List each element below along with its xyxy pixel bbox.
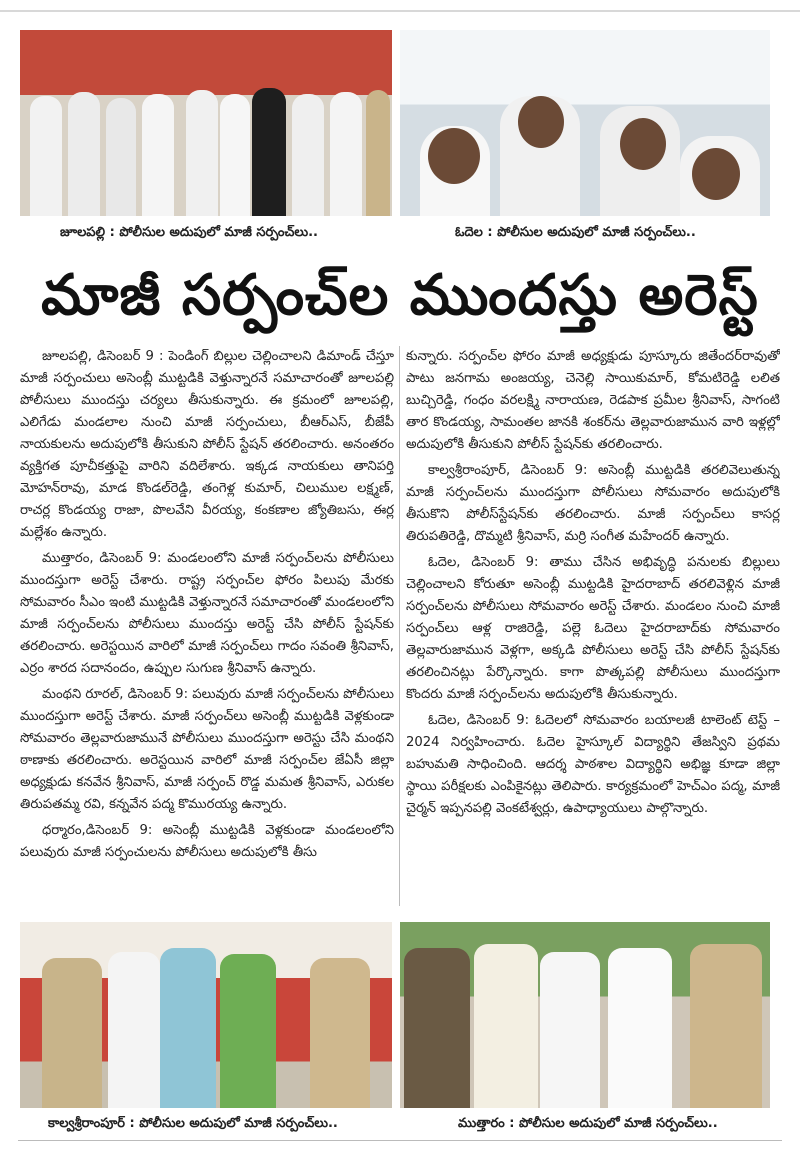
page-bottom-rule xyxy=(18,1140,782,1141)
column-divider xyxy=(399,346,400,906)
photo-muttaram xyxy=(400,922,770,1108)
photo-kalvasriramapur-caption: కాల్వశ్రీరాంపూర్ : పోలీసుల అదుపులో మాజీ సర్పంచ్‌లు.. xyxy=(48,1116,338,1131)
article-column-left xyxy=(20,346,394,906)
paragraph-muttaram: ముత్తారం, డిసెంబర్ 9: మండలంలోని మాజీ సర్పంచ్‌లను పోలీసులు ముందస్తుగా అరెస్ట్ చేశారు. రాష్ట్ర సర్పంచ్‌ల ఫోరం పిలుపు మేరకు సోమవారం సీఎం ఇంటి ముట్టడికి వెళ్తున్నారనే సమాచారంతో మండలంలోని మాజీ సర్పంచ్‌లను పోలీసులు ముందస్తు అరెస్ట్ చేసి పోలీస్ స్టేషన్‌కు తరలించారు. అరెస్టయిన వారిలో మాజీ సర్పంచ్‌లు గాదం సవంతి శ్రీనివాస్, ఎర్రం శారద సదానందం, ఉప్పుల సుగుణ శ్రీనివాస్ ఉన్నారు. xyxy=(20,551,394,676)
paragraph-julapalli: జూలపల్లి, డిసెంబర్ 9 : పెండింగ్ బిల్లుల చెల్లించాలని డిమాండ్ చేస్తూ మాజీ సర్పంచులు అసెంబ్లీ ముట్టడికి వెళ్తున్నారనే సమాచారంతో జూలపల్లి పోలీసులు ముందస్తు చర్యలు తీసుకున్నారు. ఈ క్రమంలో జూలపల్లి, ఎలిగేడు మండలాల నుంచి మాజీ సర్పంచులు, బీఆర్ఎస్, బీజేపీ నాయకులను అదుపులోకి తీసుకుని పోలీస్ స్టేషన్ తరలించారు. అనంతరం వ్యక్తిగత పూచీకత్తుపై వారిని వదిలేశారు. ఇక్కడ నాయకులు తానిపర్తి మోహన్‌రావు, మాడ కొండల్‌రెడ్డి, తంగెళ్ల కుమార్, చిలుముల లక్ష్మణ్, రాచర్ల కొండయ్య రాజా, పొలవేని వీరయ్య, కంకణాల జ్యోతిబసు, ఈర్ల మల్లేశం ఉన్నారు. xyxy=(20,349,394,540)
paragraph-kalvasriramapur: కాల్వశ్రీరాంపూర్, డిసెంబర్ 9: అసెంబ్లీ ముట్టడికి తరలివెలుతున్న మాజీ సర్పంచ్‌లను ముందస్తుగా పోలీసులు సోమవారం అదుపులోకి తీసుకొని పోలీస్‌స్టేషన్‌కు తరలించారు. మాజీ సర్పంచ్‌లు కాసర్ల తిరుపతిరెడ్డి, దొమ్మటి శ్రీనివాస్, మర్రి సంగీత మహేందర్ ఉన్నారు. xyxy=(406,463,780,544)
paragraph-odela-arrest: ఓదెల, డిసెంబర్ 9: తాము చేసిన అభివృద్ధి పనులకు బిల్లులు చెల్లించాలని కోరుతూ అసెంబ్లీ ముట్టడికి హైదరాబాద్ తరలివెళ్లిన మాజీ సర్పంచ్‌లను పోలీసులు సోమవారం అరెస్ట్ చేశారు. మండలం నుంచి మాజీ సర్పంచ్‌లు ఆళ్ల రాజిరెడ్డి, పల్లె ఓదెలు హైదరాబాద్‌కు సోమవారం తెల్లవారుజామున వెళ్లగా, అక్కడి పోలీసులు అరెస్ట్ చేసి పోలీస్ స్టేషన్‌కు తరలించినట్లు పేర్కొన్నారు. కాగా పొత్కపల్లి పోలీసులు ముందస్తుగా కొందరు మాజీ సర్పంచ్‌లను అదుపులోకి తీసుకున్నారు. xyxy=(406,555,780,702)
photo-muttaram-caption: ముత్తారం : పోలీసుల అదుపులో మాజీ సర్పంచ్‌లు.. xyxy=(458,1116,718,1131)
photo-odela-caption: ఓదెల : పోలీసుల అదుపులో మాజీ సర్పంచ్‌లు.. xyxy=(455,225,696,240)
paragraph-odela-talent-test: ఓదెల, డిసెంబర్ 9: ఓదెలలో సోమవారం బయాలజీ టాలెంట్ టెస్ట్ –2024 నిర్వహించారు. ఓదెల హైస్కూల్ విద్యార్థిని తేజస్విని ప్రథమ బహుమతి సాధించింది. ఆదర్శ పాఠశాల విద్యార్థిని అభిజ్ఞ కూడా జిల్లా స్థాయి పరీక్షలకు ఎంపికైనట్లు తెలిపారు. కార్యక్రమంలో హెచ్ఎం పద్మ, మాజీ చైర్మన్ ఇప్పనపల్లి వెంకటేశ్వర్లు, ఉపాధ్యాయులు పాల్గొన్నారు. xyxy=(406,713,780,816)
paragraph-dharmaram-cont: కున్నారు. సర్పంచ్‌ల ఫోరం మాజీ అధ్యక్షుడు పూస్కూరు జితేందర్‌రావుతో పాటు జనగామ అంజయ్య, చెనెల్లి సాయికుమార్, కోమటిరెడ్డి లలిత బుచ్చిరెడ్డి, గంధం వరలక్ష్మి నారాయణ, రెడపాక ప్రమీల శ్రీనివాస్, సాగంటి తార కొండయ్య, సామంతల జానకి శంకర్‌ను తెల్లవారుజామున వారి ఇళ్లల్లో అదుపులోకి తీసుకుని పోలీస్ స్టేషన్‌కు తరలించారు. xyxy=(406,349,780,452)
paragraph-dharmaram: ధర్మారం,డిసెంబర్ 9: అసెంబ్లీ ముట్టడికి వెళ్లకుండా మండలంలోని పలువురు మాజీ సర్పంచులను పోలీసులు అదుపులోకి తీసు xyxy=(20,823,394,860)
article-column-right xyxy=(406,346,780,906)
photo-julapalli xyxy=(20,30,392,216)
page-top-rule xyxy=(0,10,800,12)
photo-kalvasriramapur xyxy=(20,922,392,1108)
main-headline: మాజీ సర్పంచ్‌ల ముందస్తు అరెస్ట్ xyxy=(41,263,759,328)
paragraph-manthani: మంథని రూరల్, డిసెంబర్ 9: పలువురు మాజీ సర్పంచ్‌లను పోలీసులు ముందస్తుగా అరెస్ట్ చేశారు. మాజీ సర్పంచ్‌లు అసెంబ్లీ ముట్టడికి వెళ్లకుండా సోమవారం తెల్లవారుజామునే పోలీసులు ముందస్తుగా అరెస్టు చేసి మంథని ఠాణాకు తరలించారు. అరెస్టయిన వారిలో మాజీ సర్పంచ్‌ల జేఏసీ జిల్లా అధ్యక్షుడు కనవేన శ్రీనివాస్, మాజీ సర్పంచ్ రొడ్డ మమత శ్రీనివాస్, ఎరుకల తిరుపతమ్మ రవి, కన్నవేన పద్మ కొమురయ్య ఉన్నారు. xyxy=(20,687,394,812)
photo-julapalli-caption: జూలపల్లి : పోలీసుల అదుపులో మాజీ సర్పంచ్‌లు.. xyxy=(60,225,318,240)
photo-odela xyxy=(400,30,770,216)
